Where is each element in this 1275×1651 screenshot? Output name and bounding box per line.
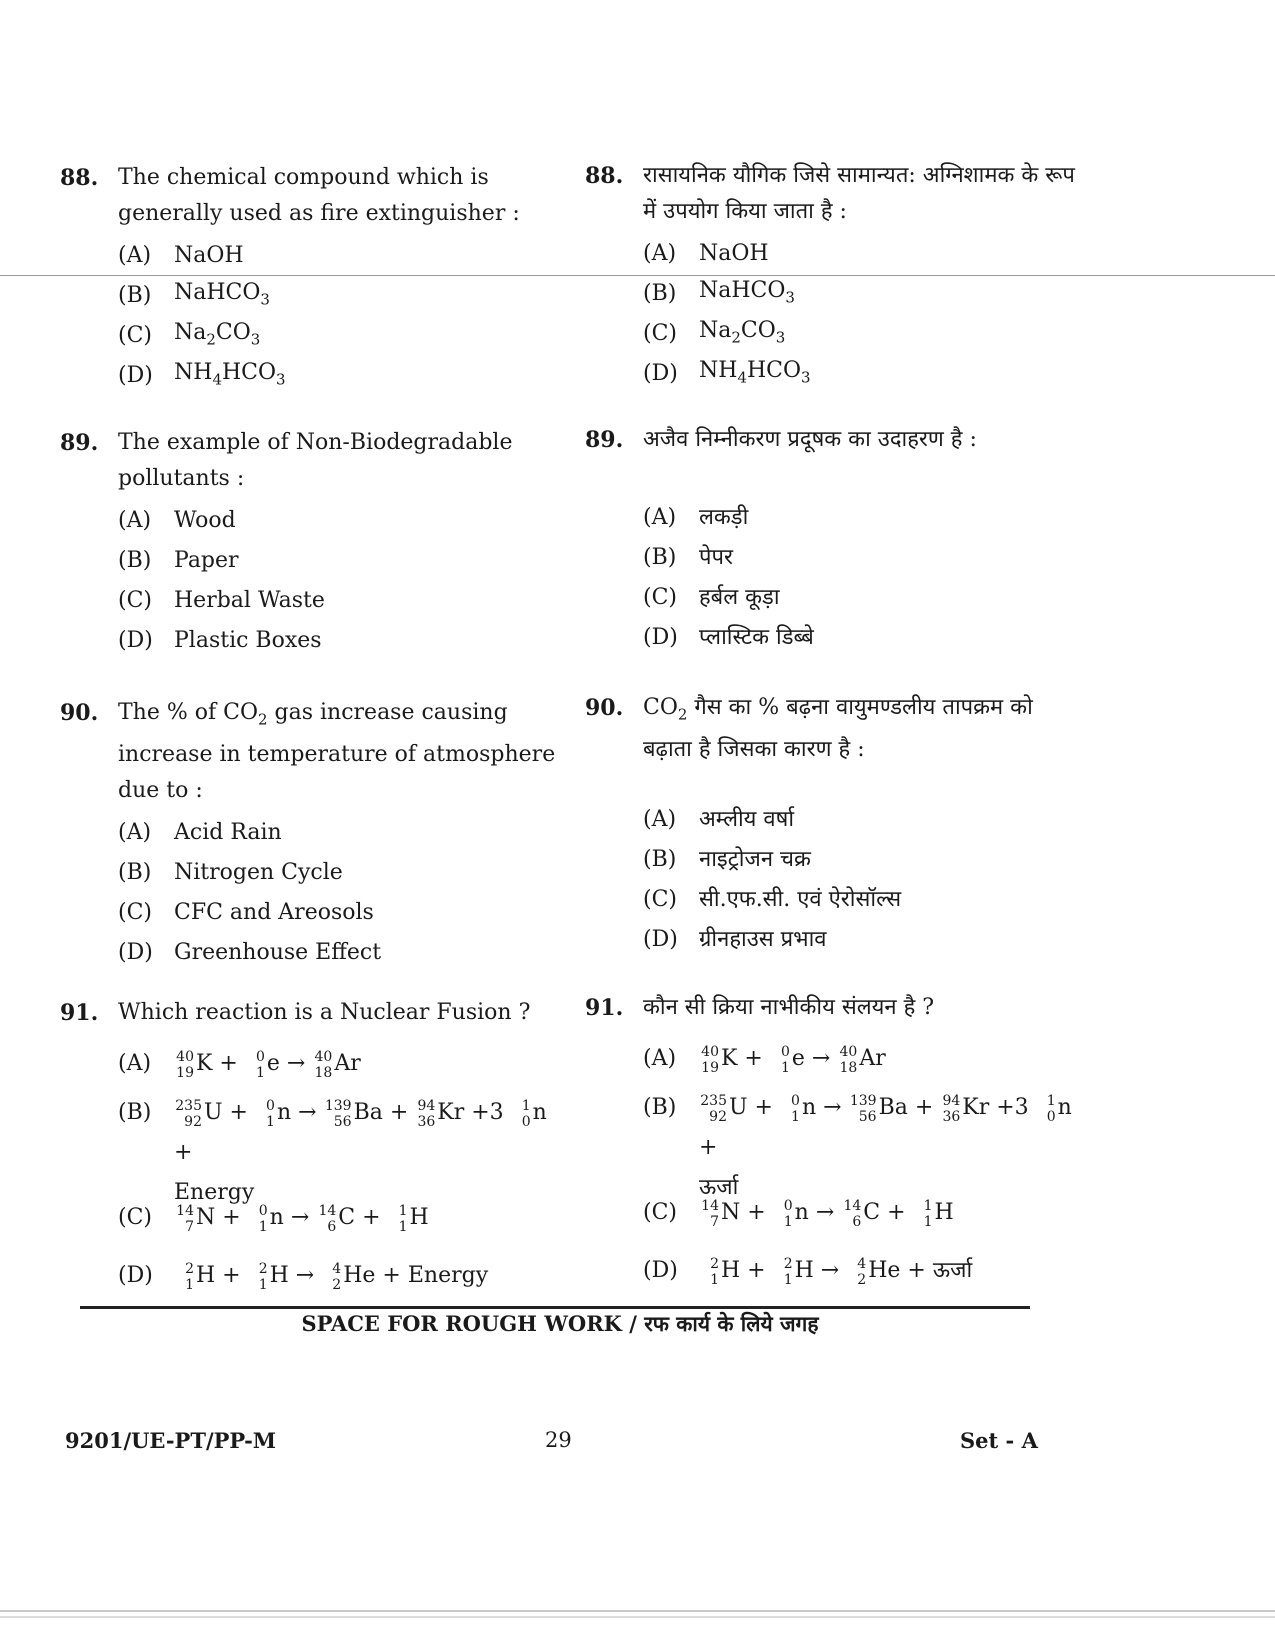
option-label: (B) [643, 1095, 677, 1120]
question-text: रासायनिक यौगिक जिसे सामान्यत: अग्निशामक के रूप में उपयोग किया जाता है : [643, 163, 1075, 224]
option-label: (B) [643, 847, 677, 873]
element-symbol: U [204, 1100, 223, 1125]
operator: + [740, 1200, 773, 1225]
nuclide [415, 1098, 465, 1130]
atomic-number: 36 [417, 1114, 436, 1130]
mass-number: 0 [258, 1203, 268, 1219]
option-text: $Na_2CO_3$ [699, 317, 786, 347]
option-label: (C) [118, 1205, 152, 1230]
option-label: (D) [643, 1258, 678, 1283]
element-symbol: U [729, 1095, 748, 1120]
mass-number: 2 [783, 1256, 793, 1272]
mass-number: 139 [324, 1098, 352, 1114]
operator: → [808, 1200, 842, 1225]
nuclide [1036, 1093, 1072, 1125]
atomic-number: 6 [852, 1214, 862, 1230]
option-label: (C) [118, 323, 152, 348]
option-label: (C) [118, 588, 152, 613]
atomic-number: 18 [314, 1065, 333, 1081]
option-text: CFC and Areosols [174, 900, 374, 926]
mass-number: 14 [843, 1198, 862, 1214]
element-symbol: Ar [859, 1046, 886, 1071]
mass-number: 14 [318, 1203, 337, 1219]
element-symbol: C [338, 1205, 356, 1230]
question-number: 89. [60, 430, 99, 456]
option-text: Nitrogen Cycle [174, 860, 343, 886]
nuclide [511, 1098, 547, 1130]
option-text [699, 1193, 1085, 1233]
nuclide [699, 1198, 741, 1230]
operator: + [699, 1135, 718, 1160]
element-symbol: Kr [437, 1100, 465, 1125]
operator: + ऊर्जा [900, 1258, 973, 1283]
mass-number: 40 [314, 1049, 333, 1065]
nuclide [846, 1256, 901, 1288]
option-label: (C) [643, 321, 677, 346]
option-label: (D) [118, 1263, 153, 1288]
option [118, 853, 560, 893]
option [118, 541, 560, 581]
atomic-number: 1 [255, 1065, 265, 1081]
option-text: नाइट्रोजन चक्र [699, 847, 811, 873]
paper-code: 9201/UE-PT/PP-M [65, 1428, 277, 1453]
atomic-number: 1 [791, 1109, 800, 1125]
atomic-number: 56 [858, 1109, 877, 1125]
option-label: (A) [118, 1051, 152, 1076]
mass-number: 2 [185, 1261, 194, 1277]
option-label: (B) [118, 1100, 152, 1125]
question-89 [60, 425, 560, 661]
question-88 [60, 160, 560, 396]
nuclide [699, 1044, 738, 1076]
mass-number: 0 [791, 1093, 800, 1109]
operator: + [880, 1200, 913, 1225]
mass-number: 235 [175, 1098, 202, 1114]
option [643, 234, 1085, 274]
atomic-number: 1 [258, 1277, 268, 1293]
question-90 [585, 690, 1085, 960]
option [643, 1088, 1085, 1200]
operator: → [813, 1258, 847, 1283]
option [643, 1030, 1085, 1088]
option-label: (B) [118, 283, 152, 308]
operator: + [212, 1051, 245, 1076]
option-text [174, 1044, 560, 1084]
nuclide [770, 1044, 805, 1076]
option-text: Plastic Boxes [174, 628, 322, 653]
option-label: (C) [643, 585, 677, 610]
mass-number: 2 [710, 1256, 719, 1272]
option-label: (D) [118, 363, 153, 388]
option-label: (A) [643, 505, 677, 530]
option-text: $Na_2CO_3$ [174, 319, 261, 349]
nuclide [699, 1256, 741, 1288]
mass-number: 4 [857, 1256, 867, 1272]
element-symbol: n [269, 1205, 284, 1230]
option-label: (D) [643, 927, 678, 953]
option-label: (B) [643, 545, 677, 570]
option-label: (A) [643, 241, 677, 266]
atomic-number: 36 [942, 1109, 961, 1125]
option-text: NaHCO$_3$ [174, 279, 270, 309]
mass-number: 1 [398, 1203, 408, 1219]
element-symbol: Ar [334, 1051, 361, 1076]
option [643, 314, 1085, 354]
option-label: (D) [643, 361, 678, 386]
mass-number: 139 [849, 1093, 877, 1109]
atomic-number: 1 [710, 1272, 719, 1288]
element-symbol: n [801, 1095, 817, 1120]
question-number: 91. [585, 995, 624, 1021]
atomic-number: 1 [780, 1060, 790, 1076]
nuclide [174, 1261, 216, 1293]
option [118, 1247, 560, 1305]
question-88 [585, 158, 1085, 394]
option [118, 813, 560, 853]
atomic-number: 1 [783, 1272, 793, 1288]
nuclide [321, 1261, 376, 1293]
element-symbol: H [721, 1258, 741, 1283]
option-text: NaHCO$_3$ [699, 277, 795, 307]
option [118, 933, 560, 973]
atomic-number: 2 [332, 1277, 342, 1293]
question-text: अजैव निम्नीकरण प्रदूषक का उदाहरण है : [643, 427, 977, 452]
option [118, 1189, 560, 1247]
page-edge [0, 1610, 1275, 1612]
mass-number: 0 [266, 1098, 275, 1114]
mass-number: 40 [701, 1044, 719, 1060]
atomic-number: 0 [521, 1114, 531, 1130]
atomic-number: 56 [333, 1114, 352, 1130]
option-text [174, 1093, 560, 1213]
element-symbol: n [794, 1200, 809, 1225]
operator: + [907, 1095, 941, 1120]
mass-number: 14 [701, 1198, 719, 1214]
mass-number: 235 [700, 1093, 727, 1109]
option [643, 800, 1085, 840]
option-text [174, 1256, 560, 1296]
nuclide [248, 1203, 284, 1235]
option-text: $NH_4HCO_3$ [174, 359, 286, 389]
option-text: प्लास्टिक डिब्बे [699, 625, 814, 650]
option-label: (B) [118, 860, 152, 886]
element-symbol: e [266, 1051, 280, 1076]
option-label: (B) [643, 281, 677, 306]
option-text: Greenhouse Effect [174, 940, 382, 966]
operator: + [215, 1263, 248, 1288]
atomic-number: 19 [176, 1065, 194, 1081]
operator: + [355, 1205, 388, 1230]
option-text: Acid Rain [174, 820, 282, 846]
element-symbol: K [721, 1046, 738, 1071]
atomic-number: 7 [710, 1214, 719, 1230]
operator: + [740, 1258, 773, 1283]
option [118, 501, 560, 541]
operator: → [804, 1046, 838, 1071]
option-text [699, 1088, 1085, 1208]
mass-number: 94 [417, 1098, 436, 1114]
nuclide [913, 1198, 954, 1230]
option [118, 893, 560, 933]
nuclide [699, 1093, 748, 1125]
option-label: (A) [643, 1046, 677, 1071]
equation-continuation: Energy [174, 1180, 255, 1205]
option-label: (C) [118, 900, 152, 926]
page-edge [0, 1616, 1275, 1618]
mass-number: 1 [923, 1198, 933, 1214]
option-text [174, 1198, 560, 1238]
option [643, 538, 1085, 578]
option-text: Paper [174, 548, 239, 573]
mass-number: 40 [839, 1044, 858, 1060]
option-label: (C) [643, 1200, 677, 1225]
element-symbol: H [409, 1205, 429, 1230]
option [118, 236, 560, 276]
mass-number: 14 [176, 1203, 194, 1219]
nuclide [245, 1049, 280, 1081]
atomic-number: 1 [266, 1114, 275, 1130]
element-symbol: n [1057, 1095, 1072, 1120]
option-label: (D) [643, 625, 678, 650]
atomic-number: 1 [923, 1214, 933, 1230]
option-text: ग्रीनहाउस प्रभाव [699, 927, 827, 953]
mass-number: 0 [783, 1198, 793, 1214]
element-symbol: H [794, 1258, 814, 1283]
option-text: $NH_4HCO_3$ [699, 357, 811, 387]
option-text: Wood [174, 508, 236, 533]
nuclide [316, 1203, 356, 1235]
option-label: (C) [643, 887, 677, 913]
mass-number: 1 [521, 1098, 531, 1114]
question-number: 89. [585, 427, 624, 453]
option [643, 354, 1085, 394]
option [643, 498, 1085, 538]
element-symbol: N [196, 1205, 216, 1230]
atomic-number: 2 [857, 1272, 867, 1288]
option-label: (D) [118, 628, 153, 653]
atomic-number: 19 [701, 1060, 719, 1076]
option-text: हर्बल कूड़ा [699, 585, 780, 610]
element-symbol: H [934, 1200, 954, 1225]
element-symbol: Kr [962, 1095, 990, 1120]
scan-line [0, 275, 1275, 276]
operator: → [816, 1095, 849, 1120]
nuclide [837, 1044, 886, 1076]
nuclide [174, 1049, 213, 1081]
nuclide [388, 1203, 429, 1235]
operator: → [279, 1051, 313, 1076]
option [643, 274, 1085, 314]
atomic-number: 92 [184, 1114, 202, 1130]
element-symbol: n [532, 1100, 547, 1125]
option [643, 578, 1085, 618]
element-symbol: Ba [878, 1095, 908, 1120]
mass-number: 1 [1046, 1093, 1056, 1109]
option [118, 316, 560, 356]
question-text: कौन सी क्रिया नाभीकीय संलयन है ? [643, 995, 935, 1020]
operator: + [382, 1100, 416, 1125]
option [118, 356, 560, 396]
nuclide [773, 1256, 814, 1288]
option-text: Herbal Waste [174, 588, 325, 613]
element-symbol: K [196, 1051, 213, 1076]
nuclide [174, 1098, 223, 1130]
option [118, 581, 560, 621]
option-text: पेपर [699, 545, 733, 570]
question-text: Which reaction is a Nuclear Fusion ? [118, 1000, 531, 1025]
atomic-number: 1 [258, 1219, 268, 1235]
element-symbol: He [343, 1263, 376, 1288]
nuclide [849, 1093, 908, 1125]
operator: +3 [989, 1095, 1036, 1120]
element-symbol: N [721, 1200, 741, 1225]
question-91 [60, 995, 560, 1305]
nuclide [324, 1098, 383, 1130]
option-text [699, 1251, 1085, 1291]
option-text [699, 1039, 1085, 1079]
element-symbol: e [791, 1046, 805, 1071]
element-symbol: C [863, 1200, 881, 1225]
atomic-number: 1 [185, 1277, 194, 1293]
nuclide [940, 1093, 990, 1125]
option-text: NaOH [174, 243, 244, 268]
operator: + Energy [375, 1263, 489, 1288]
equation-continuation: ऊर्जा [699, 1175, 739, 1200]
element-symbol: H [196, 1263, 216, 1288]
rough-work-rule [80, 1306, 1030, 1309]
atomic-number: 7 [185, 1219, 194, 1235]
option [118, 1035, 560, 1093]
operator: + [747, 1095, 780, 1120]
option [118, 621, 560, 661]
option-label: (A) [118, 243, 152, 268]
atomic-number: 92 [709, 1109, 727, 1125]
option-text: NaOH [699, 241, 769, 266]
nuclide [841, 1198, 881, 1230]
nuclide [248, 1261, 289, 1293]
option [118, 276, 560, 316]
option [643, 840, 1085, 880]
atomic-number: 18 [839, 1060, 858, 1076]
element-symbol: n [276, 1100, 292, 1125]
operator: + [215, 1205, 248, 1230]
nuclide [773, 1198, 809, 1230]
option-text: अम्लीय वर्षा [699, 807, 795, 833]
question-text: $CO_2$ गैस का % बढ़ना वायुमण्डलीय तापक्रम को बढ़ाता है जिसका कारण है : [643, 695, 1033, 763]
question-number: 91. [60, 1000, 99, 1026]
operator: → [288, 1263, 322, 1288]
element-symbol: H [269, 1263, 289, 1288]
option [643, 1184, 1085, 1242]
option-label: (B) [118, 548, 152, 573]
nuclide [780, 1093, 817, 1125]
option-label: (A) [118, 820, 152, 846]
question-text: The chemical compound which is generally used as fire extinguisher : [118, 165, 520, 226]
operator: → [283, 1205, 317, 1230]
element-symbol: Ba [353, 1100, 383, 1125]
question-number: 90. [60, 700, 99, 726]
operator: +3 [464, 1100, 511, 1125]
atomic-number: 1 [398, 1219, 408, 1235]
question-89 [585, 422, 1085, 658]
rough-work-label: SPACE FOR ROUGH WORK / रफ कार्य के लिये जगह [301, 1311, 819, 1336]
atomic-number: 1 [783, 1214, 793, 1230]
option [118, 1093, 560, 1205]
option-label: (A) [118, 508, 152, 533]
option-text: सी.एफ.सी. एवं ऐरोसॉल्स [699, 887, 902, 913]
operator: + [737, 1046, 770, 1071]
mass-number: 2 [258, 1261, 268, 1277]
mass-number: 4 [332, 1261, 342, 1277]
question-number: 88. [60, 165, 99, 191]
question-number: 90. [585, 695, 624, 721]
atomic-number: 0 [1046, 1109, 1056, 1125]
option-text: लकड़ी [699, 505, 749, 530]
question-text: The example of Non-Biodegradable pollutants : [118, 430, 513, 491]
option-label: (D) [118, 940, 153, 966]
nuclide [312, 1049, 361, 1081]
option [643, 880, 1085, 920]
option [643, 1242, 1085, 1300]
element-symbol: He [868, 1258, 901, 1283]
option [643, 618, 1085, 658]
operator: + [222, 1100, 255, 1125]
operator: + [174, 1140, 193, 1165]
operator: → [291, 1100, 324, 1125]
question-text: The % of $CO_2$ gas increase causing increase in temperature of atmosphere due to : [118, 700, 556, 804]
question-91 [585, 990, 1085, 1300]
mass-number: 40 [176, 1049, 194, 1065]
mass-number: 0 [255, 1049, 265, 1065]
nuclide [174, 1203, 216, 1235]
nuclide [255, 1098, 292, 1130]
atomic-number: 6 [327, 1219, 337, 1235]
question-90 [60, 695, 560, 973]
question-number: 88. [585, 163, 624, 189]
mass-number: 94 [942, 1093, 961, 1109]
option [643, 920, 1085, 960]
page-number: 29 [545, 1428, 572, 1452]
option-label: (A) [643, 807, 677, 833]
mass-number: 0 [780, 1044, 790, 1060]
set-label: Set - A [960, 1428, 1038, 1453]
